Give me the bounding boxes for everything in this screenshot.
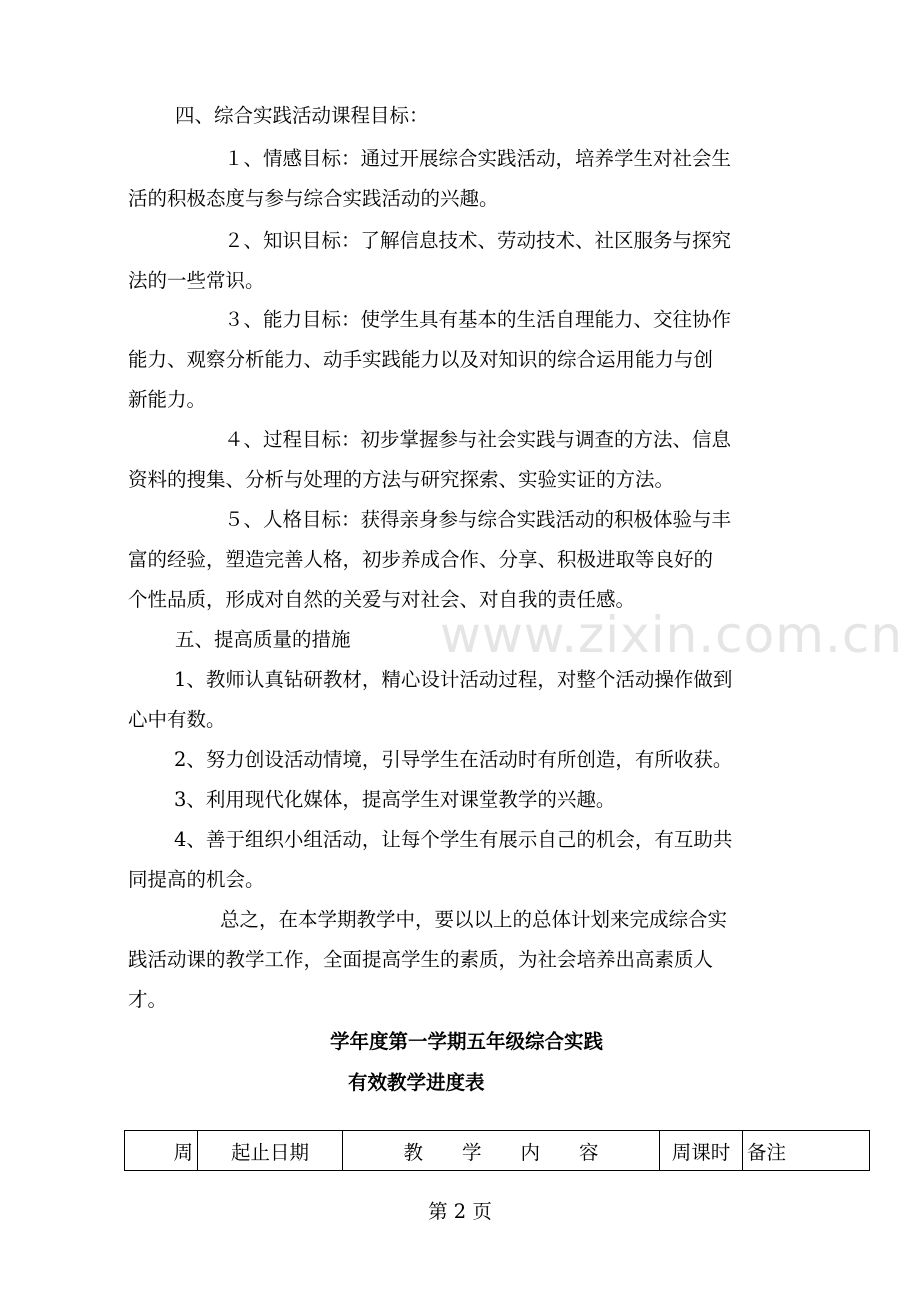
- goal-emotion-line-1: １、情感目标：通过开展综合实践活动，培养学生对社会生: [224, 147, 732, 170]
- goal-process-line-1: ４、过程目标：初步掌握参与社会实践与调查的方法、信息: [224, 428, 732, 451]
- measure-1: [128, 660, 792, 740]
- goal-knowledge-line-2: 法的一些常识。: [128, 269, 265, 292]
- summary-line-1: 总之，在本学期教学中，要以以上的总体计划来完成综合实: [220, 908, 728, 931]
- header-week: 周: [125, 1131, 198, 1171]
- goal-process: [128, 420, 792, 500]
- goal-knowledge: [128, 221, 792, 301]
- measure-2: [128, 740, 792, 780]
- section-5-heading: 五、提高质量的措施: [175, 628, 351, 651]
- goal-personality-line-3: 个性品质，形成对自然的关爱与对社会、对自我的责任感。: [128, 588, 636, 611]
- measure-1-line-1: 1、教师认真钻研教材，精心设计活动过程，对整个活动操作做到: [174, 668, 733, 691]
- goal-process-line-2: 资料的搜集、分析与处理的方法与研究探索、实验实证的方法。: [128, 468, 675, 491]
- page-number: 第 2 页: [428, 1200, 492, 1223]
- goal-personality-line-1: ５、人格目标：获得亲身参与综合实践活动的积极体验与丰: [224, 508, 732, 531]
- measure-2-line-1: 2、努力创设活动情境，引导学生在活动时有所创造，有所收获。: [174, 748, 733, 771]
- summary: [128, 900, 792, 1020]
- summary-line-3: 才。: [128, 988, 168, 1011]
- measure-4-line-2: 同提高的机会。: [128, 868, 265, 891]
- section-4-heading: 四、综合实践活动课程目标：: [175, 104, 429, 127]
- goal-personality-line-2: 富的经验，塑造完善人格，初步养成合作、分享、积极进取等良好的: [128, 548, 714, 571]
- goal-knowledge-line-1: ２、知识目标：了解信息技术、劳动技术、社区服务与探究: [224, 229, 732, 252]
- goal-personality: [128, 500, 792, 620]
- goal-ability: [128, 300, 792, 420]
- goal-emotion: [128, 139, 792, 219]
- goal-ability-line-3: 新能力。: [128, 388, 207, 411]
- header-weekly-hours: 周课时: [660, 1131, 743, 1171]
- goal-ability-line-2: 能力、观察分析能力、动手实践能力以及对知识的综合运用能力与创: [128, 348, 714, 371]
- measure-3: [128, 780, 792, 820]
- measure-4: [128, 820, 792, 900]
- goal-emotion-line-2: 活的积极态度与参与综合实践活动的兴趣。: [128, 187, 499, 210]
- measure-4-line-1: 4、善于组织小组活动，让每个学生有展示自己的机会，有互助共: [174, 828, 733, 851]
- schedule-title-line-1: 学年度第一学期五年级综合实践: [330, 1030, 604, 1053]
- watermark: www.zixin.com.cn: [440, 606, 904, 664]
- goal-ability-line-1: ３、能力目标：使学生具有基本的生活自理能力、交往协作: [224, 308, 732, 331]
- header-content: 教 学 内 容: [343, 1131, 660, 1171]
- schedule-table: [124, 1130, 870, 1171]
- summary-line-2: 践活动课的教学工作，全面提高学生的素质，为社会培养出高素质人: [128, 948, 714, 971]
- header-remarks: 备注: [743, 1131, 870, 1171]
- schedule-header-row: [125, 1131, 870, 1171]
- measure-3-line-1: 3、利用现代化媒体，提高学生对课堂教学的兴趣。: [174, 788, 616, 811]
- schedule-title-line-2: 有效教学进度表: [348, 1071, 485, 1094]
- header-date-range: 起止日期: [198, 1131, 343, 1171]
- measure-1-line-2: 心中有数。: [128, 708, 226, 731]
